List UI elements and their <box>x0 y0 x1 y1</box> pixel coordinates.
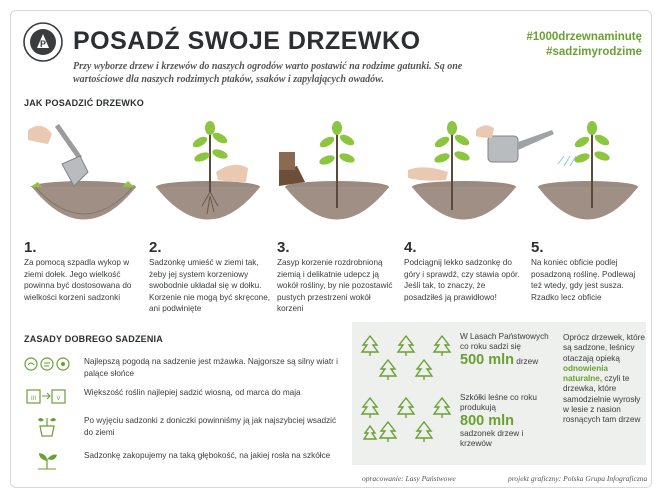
page-title: POSADŹ SWOJE DRZEWKO <box>73 27 421 55</box>
note-text: Oprócz drzewek, które są sadzone, leśnicy otaczają opieką <box>563 333 645 363</box>
rule-depth <box>24 449 342 475</box>
stat-unit: sadzonek drzew i krzewów <box>460 429 524 448</box>
step-3 <box>277 240 399 315</box>
step-number: 3. <box>277 239 290 256</box>
step-text: Za pomocą szpadla wykop w ziemi dołek. Jego wielkość powinna być dostosowana do wielkości korzeni sadzonki <box>24 258 132 302</box>
credit-value: Polska Grupa Infograficzna <box>563 474 648 483</box>
trees-group-1 <box>360 334 455 388</box>
note-highlight: odnowienia naturalne, <box>563 363 609 384</box>
svg-text:V: V <box>56 396 61 402</box>
rule-text: Większość roślin najlepiej sadzić wiosną, od marca do maja <box>84 388 301 397</box>
sprout-icon <box>24 449 70 475</box>
hashtag: #sadzimyrodzime <box>546 46 642 58</box>
step-number: 1. <box>24 239 37 256</box>
natural-regeneration-note <box>563 333 645 426</box>
credit-label: projekt graficzny: <box>508 474 562 483</box>
step-text: Na koniec obficie podlej posadzoną roślinę. Podlewaj też wtedy, gdy jest susza. Rzadko lecz obficie <box>531 258 636 302</box>
step-1 <box>24 240 146 303</box>
footer-credit-left <box>362 474 456 483</box>
watering-can-icon <box>470 122 560 172</box>
lasy-panstwowe-logo <box>23 22 63 62</box>
scene-dig-hole <box>22 112 142 240</box>
footer-credit-right <box>508 474 647 483</box>
stat-unit: drzew <box>516 357 539 366</box>
step-number: 2. <box>149 239 162 256</box>
note-text: czyli te drzewka, które samodzielnie wyrosły w lesie z nasion rosnących tam drzew <box>563 374 641 425</box>
scene-place-seedling <box>150 112 270 240</box>
rule-text: Sadzonkę zakopujemy na taką głębokość, na jakiej rosła na szkółce <box>84 451 331 460</box>
rule-text: Najlepszą pogodą na sadzenie jest mżawka. Najgorsze są silny wiatr i palące słońce <box>84 357 338 378</box>
stat-planted <box>460 332 552 368</box>
step-2 <box>149 240 271 315</box>
stat-label: W Lasach Państwowych co roku sadzi się <box>460 332 549 351</box>
rules-heading: ZASADY DOBREGO SADZENIA <box>24 334 163 344</box>
weather-icons <box>24 355 70 381</box>
step-text: Podciągnij lekko sadzonkę do góry i sprawdź, czy stawia opór. Jeśli tak, to znaczy, że posadziłeś ją prawidłowo! <box>404 258 520 302</box>
step-5 <box>531 240 645 303</box>
intro-text: Przy wyborze drzew i krzewów do naszych ogrodów warto postawić na rodzime gatunki. Są one wartościowe dla naszych rodzimych ptaków, ssaków i zapylających owadów. <box>73 61 463 85</box>
stat-value: 500 mln <box>460 352 514 368</box>
rule-seedling <box>24 414 342 440</box>
rule-text: Po wyjęciu sadzonki z doniczki powinniśmy ją jak najszybciej wsadzić do ziemi <box>84 416 337 437</box>
howto-heading: JAK POSADZIĆ DRZEWKO <box>24 98 145 108</box>
step-text: Zasyp korzenie rozdrobnioną ziemią i delikatnie udepcz ją wokół rośliny, by nie pozostawić pustych przestrzeni wokół korzeni <box>277 258 393 313</box>
svg-text:III: III <box>30 396 37 402</box>
stat-value: 800 mln <box>460 413 514 429</box>
hashtags <box>526 30 642 60</box>
trees-group-2 <box>360 396 455 450</box>
stat-nurseries <box>460 393 552 449</box>
step-4 <box>404 240 526 303</box>
hashtag: #1000drzewnaminutę <box>526 31 642 43</box>
potted-seedling-icon <box>24 414 70 440</box>
svg-text:P: P <box>39 39 47 49</box>
rule-weather <box>24 355 342 381</box>
scene-fill-soil <box>275 112 395 240</box>
step-number: 4. <box>404 239 417 256</box>
calendar-icon <box>24 386 70 412</box>
credit-value: Lasy Państwowe <box>405 474 456 483</box>
credit-label: opracowanie: <box>362 474 404 483</box>
rule-season <box>24 386 342 412</box>
step-text: Sadzonkę umieść w ziemi tak, żeby jej system korzeniowy swobodnie układał się w dołku. Korzenie nie mogą być skręcone, ani podwinięte <box>149 258 271 313</box>
step-number: 5. <box>531 239 544 256</box>
stat-label: Szkółki leśne co roku produkują <box>460 393 537 412</box>
